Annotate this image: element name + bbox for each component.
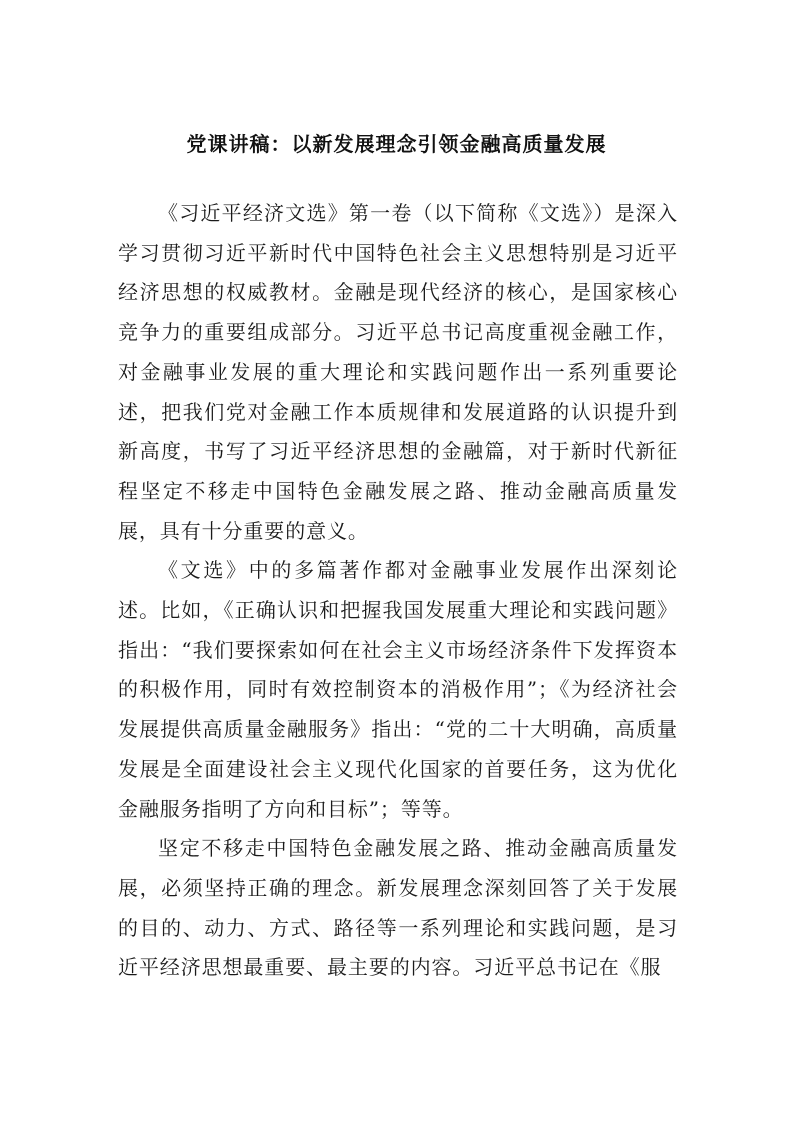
paragraph-3: 坚定不移走中国特色金融发展之路、推动金融高质量发展，必须坚持正确的理念。新发展理念深刻回答了关于发展的目的、动力、方式、路径等一系列理论和实践问题，是习近平经济思想最重要、最主要的内容。习近平总书记在《服 — [118, 836, 678, 980]
document-body — [118, 194, 678, 988]
paragraph-2: 《文选》中的多篇著作都对金融事业发展作出深刻论述。比如，《正确认识和把握我国发展重大理论和实践问题》指出：“我们要探索如何在社会主义市场经济条件下发挥资本的积极作用，同时有效控制资本的消极作用”；《为经济社会发展提供高质量金融服务》指出：“党的二十大明确，高质量发展是全面建设社会主义现代化国家的首要任务，这为优化金融服务指明了方向和目标”；等等。 — [118, 558, 678, 821]
paragraph-1: 《习近平经济文选》第一卷（以下简称《文选》）是深入学习贯彻习近平新时代中国特色社会主义思想特别是习近平经济思想的权威教材。金融是现代经济的核心，是国家核心竞争力的重要组成部分。习近平总书记高度重视金融工作，对金融事业发展的重大理论和实践问题作出一系列重要论述，把我们党对金融工作本质规律和发展道路的认识提升到新高度，书写了习近平经济思想的金融篇，对于新时代新征程坚定不移走中国特色金融发展之路、推动金融高质量发展，具有十分重要的意义。 — [118, 201, 678, 543]
document-title: 党课讲稿：以新发展理念引领金融高质量发展 — [186, 132, 607, 156]
